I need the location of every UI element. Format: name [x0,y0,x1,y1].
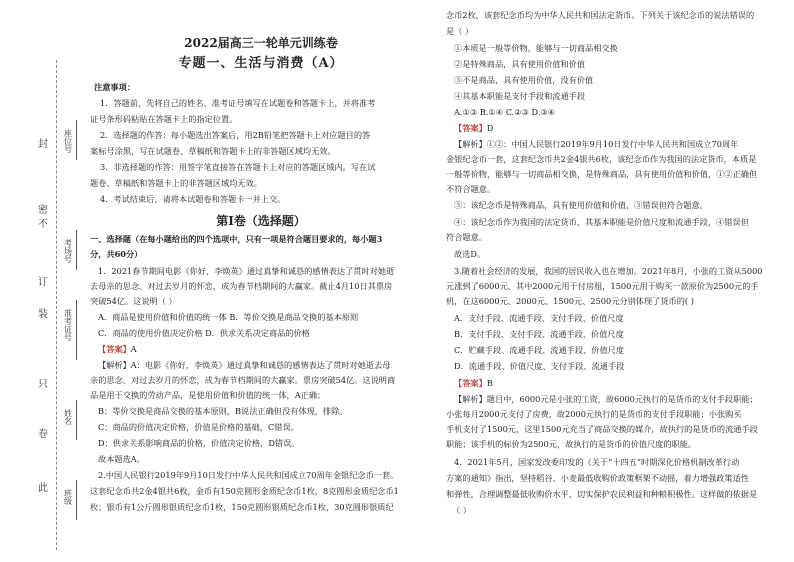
binding-char: 卷 [38,429,48,440]
question-text: 方案的通知》指出，坚持稻谷、小麦最低收购价政策框架不动摇，着力增强政策适性 [446,473,749,483]
question-option: D．流通手段、价值尺度、支付手段、流通手段 [454,361,625,371]
explanation-line: 不符合题意。 [446,184,496,194]
notice-line: 证号条形码粘贴在答题卡上的指定位置。 [90,114,238,124]
notice-heading: 注意事项： [94,82,135,92]
explanation-line: 故选D。 [454,249,486,259]
answer-line [98,342,448,357]
explanation-line: 【解析】题目中，6000元是小张的工资，故6000元执行的是货币的支付手段职能； [454,394,758,404]
notice-line: 2．选择题的作答：每小题选出答案后，用2B铅笔把答题卡上对应题目的答 [100,130,371,140]
binding-char: 装 [38,309,48,320]
explanation-line: 金银纪念币一套，这套纪念币共2金4银共6枚，该纪念币作为我国的法定货币，本质是 [446,154,757,164]
notice-line: 案标号涂黑，写在试题卷、草稿纸和答题卡上的非答题区域均无效。 [90,146,336,156]
explanation-line: C：商品的价值决定价格，价值是价格的基础，C错误。 [98,422,299,432]
question-text: 3.随着社会经济的发展，我国的居民收入也在增加。2021年8月，小张的工资从5000 [454,266,763,276]
section-intro: 分，共60分） [90,249,143,259]
question-option: A.①③ B.①④ C.②③ D.③④ [454,107,556,117]
question-statement: ②是特殊商品，具有使用价值和价值 [454,59,586,69]
class-label: 班级 [64,489,72,506]
question-text: 元涨到了6000元，其中2000元用于付房租，1500元用于购买一款原价为2500元的手 [446,281,759,291]
exam-room-label: 考场号 [64,239,72,264]
answer-value: D [486,123,494,133]
binding-char: 只 [38,379,48,390]
question-text: 这套纪念币共2金4银共6枚，金币有150克圆形金质纪念币1枚，8克圆形金质纪念币1 [90,486,399,496]
binding-char: 此 [38,483,48,494]
explanation-line: 品是用于交换的劳动产品，是使用价值和价值的统一体，A正确； [90,390,326,400]
answer-label: 【答案】 [454,378,487,388]
explanation-line: 手机支付了1500元，这里1500元充当了商品交换的媒介，故执行的是货币的流通手段 [446,424,758,434]
answer-value: A [130,344,137,354]
question-statement: ④其基本职能是支付手段和流通手段 [454,91,586,101]
answer-line [454,376,792,391]
explanation-line: 符合题意。 [446,232,487,242]
question-text: 念币2枚，该套纪念币均为中华人民共和国法定货币。下列关于该纪念币的说法错误的 [446,10,755,20]
exam-title: 2022届高三一轮单元训练卷 [184,36,338,50]
binding-dashed-line [56,60,57,550]
explanation-line: 亲的思念、对过去岁月的怀恋，成为春节档期间的大赢家。票房突破54亿。这说明商 [90,375,396,385]
notice-line: 3．非选择题的作答：用签字笔直接答在答题卡上对应的答题区域内。写在试 [100,162,376,172]
question-statement: ①本质是一般等价物，能够与一切商品相交换 [454,43,618,53]
section-intro: 一、选择题（在每小题给出的四个选项中，只有一项是符合题目要求的，每小题3 [90,234,383,244]
answer-label: 【答案】 [98,344,131,354]
explanation-line: D：供求关系影响商品的价格，价值决定价格，D错误。 [98,438,300,448]
explanation-line: 故本题选A。 [98,454,145,464]
question-option: A．商品是使用价值和价值的统一体 B．等价交换是商品交换的基本原则 [98,312,359,322]
notice-line: 4．考试结束后，请将本试题卷和答题卡一并上交。 [100,194,286,204]
answer-label: 【答案】 [454,123,487,133]
question-option: C．贮藏手段、流通手段、流通手段、价值尺度 [454,345,625,355]
explanation-line: ④：该纪念币作为我国的法定货币，其基本职能是价值尺度和流通手段，④错误但 [454,217,749,227]
answer-value: B [486,378,493,388]
question-statement: ③不是商品，具有使用价值，没有价值 [454,75,594,85]
exam-subtitle: 专题一、生活与消费（A） [178,56,344,71]
question-text: （ ） [452,505,471,515]
answer-line [454,121,792,136]
binding-char: 封 [38,139,48,150]
notice-line: 题卷、草稿纸和答题卡上的非答题区域均无效。 [90,178,262,188]
explanation-line: 职能；该手机的标价为2500元，故执行的是货币的价值尺度的职能。 [446,439,697,449]
binding-margin [22,60,82,550]
question-text: 1．2021春节期间电影《你好，李焕英》通过真挚和诚恳的感情表达了贯时对她逝 [98,266,395,276]
name-label: 姓名 [64,409,72,426]
question-text: 是（ ） [446,26,474,36]
binding-char: 不 [38,219,48,230]
question-text: 去母亲的思念、对过去岁月的怀恋，成为春节档期间的大赢家。截止4月10日其票房 [90,281,393,291]
binding-char: 订 [38,277,48,288]
explanation-line: 【解析】A：电影《你好，李焕英》通过真挚和诚恳的感情表达了贯时对她逝去母 [98,360,391,370]
explanation-line: 一般等价物，能够与一切商品相交换，是特殊商品，具有使用价值和价值，①②正确但 [446,169,758,179]
question-text: 4．2021年5月，国家发改委印发的《关于“十四五”时期深化价格机制改革行动 [454,457,740,467]
question-text: 和弹性，合理调整最低收购价水平，切实保护农民利益和种粮积极性。这样做的依据是 [446,489,758,499]
question-text: 枚；银币有1公斤圆形银质纪念币1枚，150克圆形银质纪念币1枚，30克圆形银质纪 [90,502,394,512]
explanation-line: ③：该纪念币是特殊商品，具有使用价值和价值，③错误但符合题意。 [454,200,708,210]
explanation-line: 小张每月2000元支付了房费，故2000元执行的是货币的支付手段职能；小张购买 [446,409,742,419]
binding-char: 密 [38,205,48,216]
seat-number-label: 座位号 [64,129,72,154]
explanation-line: B：等价交换是商品交换的基本原则，B说法正确但没有体现，排除。 [98,406,348,416]
admission-number-label: 准考证号 [64,309,72,342]
section-title: 第Ⅰ卷（选择题） [216,214,306,228]
question-text: 突破54亿。这说明（ ） [90,296,177,306]
question-option: A．支付手段、流通手段、支付手段、价值尺度 [454,313,624,323]
question-text: 2.中国人民银行2019年9月10日发行中华人民共和国成立70周年金银纪念币一套。 [98,470,399,480]
question-text: 机，在这6000元、2000元、1500元、2500元分别体现了货币的( ) [446,296,694,306]
question-option: B．支付手段、支付手段、流通手段、价值尺度 [454,329,624,339]
question-option: C．商品的使用价值决定价格 D．供求关系决定商品的价格 [98,328,310,338]
explanation-line: 【解析】①②：中国人民银行2019年9月10日发行中华人民共和国成立70周年 [454,139,739,149]
notice-line: 1．答题前，先将自己的姓名、准考证号填写在试题卷和答题卡上，并将准考 [100,98,376,108]
